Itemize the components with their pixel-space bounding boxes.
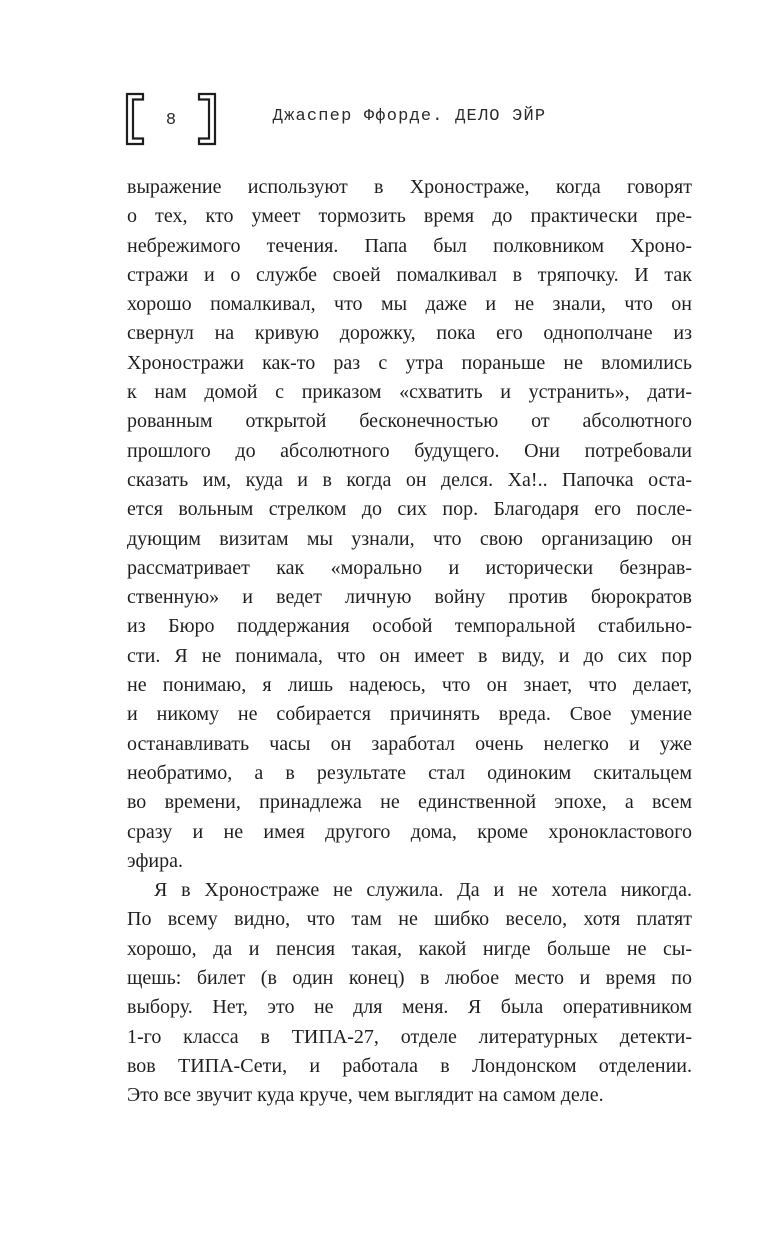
text-line: ется вольным стрелком до сих пор. Благодаря его после- [127,498,692,521]
text-line: из Бюро поддержания особой темпоральной стабильно- [127,615,692,638]
text-line: Хроностражи как-то раз с утра пораньше не вломились [127,351,692,374]
text-line: стражи и о службе своей помалкивал в тряпочку. И так [127,263,692,286]
text-line: выражение используют в Хроностраже, когда говорят [127,176,692,198]
text-line: не понимаю, я лишь надеюсь, что он знает, что делает, [127,674,692,697]
text-line: свернул на кривую дорожку, пока его однополчане из [127,322,692,345]
text-line: вов ТИПА-Сети, и работала в Лондонском отделении. [127,1054,692,1077]
text-line: выбору. Нет, это не для меня. Я была оперативником [127,996,692,1019]
page-header [127,90,692,148]
text-line: рассматривает как «морально и исторически безнрав- [127,556,692,579]
text-line: прошлого до абсолютного будущего. Они потребовали [127,439,692,462]
text-line: 1-го класса в ТИПА-27, отделе литературных детекти- [127,1025,692,1048]
text-line: сти. Я не понимала, что он имеет в виду, и до сих пор [127,644,692,667]
text-line: сказать им, куда и в когда он делся. Ха!.. Папочка оста- [127,468,692,491]
text-line: хорошо помалкивал, что мы даже и не знали, что он [127,293,692,316]
text-line: дующим визитам мы узнали, что свою организацию он [127,527,692,550]
text-line: рованным открытой бесконечностью от абсолютного [127,410,692,433]
text-line: щешь: билет (в один конец) в любое место и время по [127,967,692,990]
text-line: сразу и не имея другого дома, кроме хронокластового [127,820,692,843]
text-line: необратимо, а в результате стал одиноким скитальцем [127,761,692,784]
text-block [127,173,692,1111]
text-line: небрежимого течения. Папа был полковником Хроно- [127,234,692,257]
text-line: По всему видно, что там не шибко весело, хотя платят [127,908,692,931]
text-line: о тех, кто умеет тормозить время до практически пре- [127,205,692,228]
text-line: Это все звучит куда круче, чем выглядит на самом деле. [127,1084,604,1107]
text-line: и никому не собирается причинять вреда. Свое умение [127,703,692,726]
text-line: Я в Хроностраже не служила. Да и не хотела никогда. [154,879,692,902]
paragraph [127,876,692,1110]
text-line: хорошо, да и пенсия такая, какой нигде больше не сы- [127,937,692,960]
text-line: эфира. [127,849,184,872]
page-number: 8 [165,110,177,130]
paragraph [127,173,692,876]
running-title: Джаспер Ффорде. ДЕЛО ЭЙР [272,107,547,126]
text-line: к нам домой с приказом «схватить и устранить», дати- [127,381,692,404]
text-line: ственную» и ведет личную войну против бюрократов [127,586,692,609]
text-line: останавливать часы он заработал очень нелегко и уже [127,732,692,755]
text-line: во времени, принадлежа не единственной эпохе, а всем [127,791,692,814]
